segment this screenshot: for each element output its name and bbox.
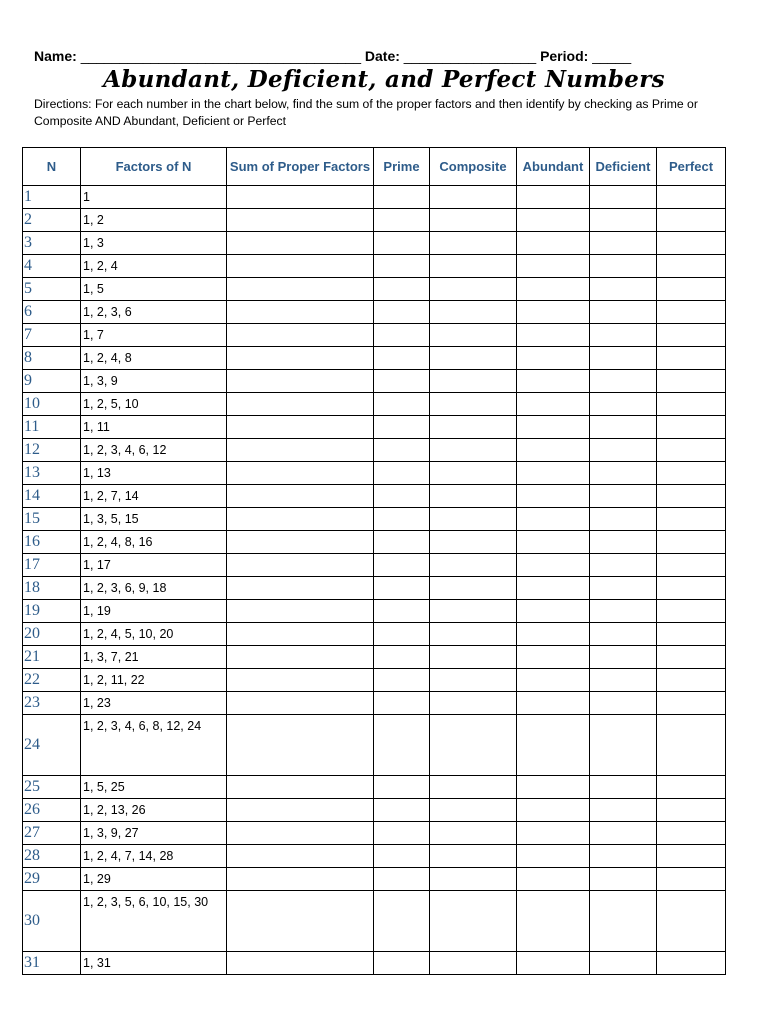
perfect-checkbox-cell[interactable] <box>657 891 726 952</box>
table-row <box>23 868 726 891</box>
deficient-checkbox-cell[interactable] <box>590 845 657 868</box>
factors-cell: 1, 2, 4 <box>81 255 227 278</box>
factors-cell: 1, 7 <box>81 324 227 347</box>
sum-cell[interactable] <box>227 462 374 485</box>
number-cell: 28 <box>23 845 81 868</box>
table-row <box>23 952 726 975</box>
prime-checkbox-cell[interactable] <box>374 891 430 952</box>
deficient-checkbox-cell[interactable] <box>590 301 657 324</box>
perfect-checkbox-cell[interactable] <box>657 822 726 845</box>
perfect-checkbox-cell[interactable] <box>657 692 726 715</box>
factors-cell: 1 <box>81 186 227 209</box>
deficient-checkbox-cell[interactable] <box>590 416 657 439</box>
deficient-checkbox-cell[interactable] <box>590 822 657 845</box>
prime-checkbox-cell[interactable] <box>374 952 430 975</box>
sum-cell[interactable] <box>227 715 374 776</box>
number-cell: 23 <box>23 692 81 715</box>
table-body <box>23 186 726 975</box>
abundant-checkbox-cell[interactable] <box>517 416 590 439</box>
number-cell: 6 <box>23 301 81 324</box>
deficient-checkbox-cell[interactable] <box>590 623 657 646</box>
table-row <box>23 531 726 554</box>
factors-cell: 1, 3, 9 <box>81 370 227 393</box>
number-cell: 17 <box>23 554 81 577</box>
perfect-checkbox-cell[interactable] <box>657 209 726 232</box>
composite-checkbox-cell[interactable] <box>430 646 517 669</box>
composite-checkbox-cell[interactable] <box>430 324 517 347</box>
table-row <box>23 577 726 600</box>
abundant-checkbox-cell[interactable] <box>517 370 590 393</box>
abundant-checkbox-cell[interactable] <box>517 799 590 822</box>
number-cell: 29 <box>23 868 81 891</box>
factors-cell: 1, 2, 3, 6 <box>81 301 227 324</box>
deficient-checkbox-cell[interactable] <box>590 232 657 255</box>
perfect-checkbox-cell[interactable] <box>657 554 726 577</box>
sum-cell[interactable] <box>227 669 374 692</box>
sum-cell[interactable] <box>227 868 374 891</box>
col-header-perfect: Perfect <box>657 148 726 186</box>
number-cell: 31 <box>23 952 81 975</box>
sum-cell[interactable] <box>227 952 374 975</box>
abundant-checkbox-cell[interactable] <box>517 186 590 209</box>
composite-checkbox-cell[interactable] <box>430 868 517 891</box>
perfect-checkbox-cell[interactable] <box>657 416 726 439</box>
sum-cell[interactable] <box>227 485 374 508</box>
composite-checkbox-cell[interactable] <box>430 776 517 799</box>
prime-checkbox-cell[interactable] <box>374 186 430 209</box>
composite-checkbox-cell[interactable] <box>430 255 517 278</box>
numbers-chart <box>22 147 726 975</box>
deficient-checkbox-cell[interactable] <box>590 891 657 952</box>
table-row <box>23 799 726 822</box>
table-row <box>23 232 726 255</box>
factors-cell: 1, 2, 3, 5, 6, 10, 15, 30 <box>81 891 227 952</box>
period-label: Period: <box>540 48 589 64</box>
col-header-abundant: Abundant <box>517 148 590 186</box>
factors-cell: 1, 5, 25 <box>81 776 227 799</box>
factors-cell: 1, 23 <box>81 692 227 715</box>
deficient-checkbox-cell[interactable] <box>590 646 657 669</box>
abundant-checkbox-cell[interactable] <box>517 845 590 868</box>
composite-checkbox-cell[interactable] <box>430 232 517 255</box>
prime-checkbox-cell[interactable] <box>374 600 430 623</box>
sum-cell[interactable] <box>227 370 374 393</box>
col-header-sum: Sum of Proper Factors <box>227 148 374 186</box>
perfect-checkbox-cell[interactable] <box>657 485 726 508</box>
factors-cell: 1, 3, 7, 21 <box>81 646 227 669</box>
composite-checkbox-cell[interactable] <box>430 186 517 209</box>
perfect-checkbox-cell[interactable] <box>657 278 726 301</box>
deficient-checkbox-cell[interactable] <box>590 439 657 462</box>
composite-checkbox-cell[interactable] <box>430 416 517 439</box>
factors-cell: 1, 2, 13, 26 <box>81 799 227 822</box>
deficient-checkbox-cell[interactable] <box>590 209 657 232</box>
abundant-checkbox-cell[interactable] <box>517 278 590 301</box>
worksheet-title: Abundant, Deficient, and Perfect Numbers <box>103 66 665 93</box>
composite-checkbox-cell[interactable] <box>430 600 517 623</box>
abundant-checkbox-cell[interactable] <box>517 952 590 975</box>
prime-checkbox-cell[interactable] <box>374 554 430 577</box>
deficient-checkbox-cell[interactable] <box>590 776 657 799</box>
abundant-checkbox-cell[interactable] <box>517 868 590 891</box>
number-cell: 26 <box>23 799 81 822</box>
factors-cell: 1, 13 <box>81 462 227 485</box>
factors-cell: 1, 2, 3, 4, 6, 12 <box>81 439 227 462</box>
sum-cell[interactable] <box>227 347 374 370</box>
perfect-checkbox-cell[interactable] <box>657 347 726 370</box>
col-header-deficient: Deficient <box>590 148 657 186</box>
abundant-checkbox-cell[interactable] <box>517 669 590 692</box>
number-cell: 22 <box>23 669 81 692</box>
perfect-checkbox-cell[interactable] <box>657 845 726 868</box>
sum-cell[interactable] <box>227 508 374 531</box>
deficient-checkbox-cell[interactable] <box>590 462 657 485</box>
number-cell: 16 <box>23 531 81 554</box>
perfect-checkbox-cell[interactable] <box>657 952 726 975</box>
composite-checkbox-cell[interactable] <box>430 669 517 692</box>
factors-cell: 1, 11 <box>81 416 227 439</box>
table-row <box>23 393 726 416</box>
composite-checkbox-cell[interactable] <box>430 462 517 485</box>
number-cell: 21 <box>23 646 81 669</box>
date-field[interactable]: _________________ <box>403 48 537 64</box>
abundant-checkbox-cell[interactable] <box>517 255 590 278</box>
deficient-checkbox-cell[interactable] <box>590 715 657 776</box>
table-row <box>23 891 726 952</box>
deficient-checkbox-cell[interactable] <box>590 508 657 531</box>
composite-checkbox-cell[interactable] <box>430 347 517 370</box>
composite-checkbox-cell[interactable] <box>430 692 517 715</box>
factors-cell: 1, 19 <box>81 600 227 623</box>
sum-cell[interactable] <box>227 278 374 301</box>
table-row <box>23 669 726 692</box>
composite-checkbox-cell[interactable] <box>430 439 517 462</box>
factors-cell: 1, 2, 3, 4, 6, 8, 12, 24 <box>81 715 227 776</box>
perfect-checkbox-cell[interactable] <box>657 393 726 416</box>
perfect-checkbox-cell[interactable] <box>657 715 726 776</box>
abundant-checkbox-cell[interactable] <box>517 554 590 577</box>
abundant-checkbox-cell[interactable] <box>517 508 590 531</box>
perfect-checkbox-cell[interactable] <box>657 531 726 554</box>
number-cell: 20 <box>23 623 81 646</box>
number-cell: 7 <box>23 324 81 347</box>
number-cell: 19 <box>23 600 81 623</box>
table-row <box>23 439 726 462</box>
number-cell: 12 <box>23 439 81 462</box>
perfect-checkbox-cell[interactable] <box>657 508 726 531</box>
composite-checkbox-cell[interactable] <box>430 393 517 416</box>
sum-cell[interactable] <box>227 623 374 646</box>
factors-cell: 1, 5 <box>81 278 227 301</box>
deficient-checkbox-cell[interactable] <box>590 370 657 393</box>
prime-checkbox-cell[interactable] <box>374 776 430 799</box>
abundant-checkbox-cell[interactable] <box>517 393 590 416</box>
number-cell: 30 <box>23 891 81 952</box>
number-cell: 1 <box>23 186 81 209</box>
factors-cell: 1, 2, 4, 8 <box>81 347 227 370</box>
sum-cell[interactable] <box>227 600 374 623</box>
composite-checkbox-cell[interactable] <box>430 209 517 232</box>
deficient-checkbox-cell[interactable] <box>590 324 657 347</box>
abundant-checkbox-cell[interactable] <box>517 462 590 485</box>
composite-checkbox-cell[interactable] <box>430 822 517 845</box>
composite-checkbox-cell[interactable] <box>430 799 517 822</box>
number-cell: 4 <box>23 255 81 278</box>
name-label: Name: <box>34 48 77 64</box>
table-row <box>23 278 726 301</box>
col-header-factors: Factors of N <box>81 148 227 186</box>
factors-cell: 1, 3 <box>81 232 227 255</box>
perfect-checkbox-cell[interactable] <box>657 600 726 623</box>
composite-checkbox-cell[interactable] <box>430 278 517 301</box>
perfect-checkbox-cell[interactable] <box>657 669 726 692</box>
prime-checkbox-cell[interactable] <box>374 845 430 868</box>
sum-cell[interactable] <box>227 301 374 324</box>
prime-checkbox-cell[interactable] <box>374 508 430 531</box>
abundant-checkbox-cell[interactable] <box>517 485 590 508</box>
table-row <box>23 324 726 347</box>
abundant-checkbox-cell[interactable] <box>517 577 590 600</box>
prime-checkbox-cell[interactable] <box>374 324 430 347</box>
number-cell: 2 <box>23 209 81 232</box>
composite-checkbox-cell[interactable] <box>430 715 517 776</box>
sum-cell[interactable] <box>227 439 374 462</box>
number-cell: 15 <box>23 508 81 531</box>
perfect-checkbox-cell[interactable] <box>657 799 726 822</box>
sum-cell[interactable] <box>227 255 374 278</box>
perfect-checkbox-cell[interactable] <box>657 439 726 462</box>
composite-checkbox-cell[interactable] <box>430 485 517 508</box>
abundant-checkbox-cell[interactable] <box>517 715 590 776</box>
abundant-checkbox-cell[interactable] <box>517 623 590 646</box>
factors-cell: 1, 3, 9, 27 <box>81 822 227 845</box>
sum-cell[interactable] <box>227 531 374 554</box>
col-header-n: N <box>23 148 81 186</box>
deficient-checkbox-cell[interactable] <box>590 669 657 692</box>
table-row <box>23 370 726 393</box>
sum-cell[interactable] <box>227 186 374 209</box>
number-cell: 11 <box>23 416 81 439</box>
deficient-checkbox-cell[interactable] <box>590 278 657 301</box>
sum-cell[interactable] <box>227 799 374 822</box>
sum-cell[interactable] <box>227 393 374 416</box>
prime-checkbox-cell[interactable] <box>374 577 430 600</box>
directions-text: Directions: For each number in the chart below, find the sum of the proper factors and then identify by checking as Prime or Composite AND Abundant, Deficient or Perfect <box>34 97 698 128</box>
perfect-checkbox-cell[interactable] <box>657 623 726 646</box>
factors-cell: 1, 2, 4, 8, 16 <box>81 531 227 554</box>
perfect-checkbox-cell[interactable] <box>657 324 726 347</box>
sum-cell[interactable] <box>227 646 374 669</box>
number-cell: 25 <box>23 776 81 799</box>
table-row <box>23 462 726 485</box>
deficient-checkbox-cell[interactable] <box>590 393 657 416</box>
composite-checkbox-cell[interactable] <box>430 891 517 952</box>
factors-cell: 1, 2, 3, 6, 9, 18 <box>81 577 227 600</box>
prime-checkbox-cell[interactable] <box>374 416 430 439</box>
prime-checkbox-cell[interactable] <box>374 822 430 845</box>
number-cell: 13 <box>23 462 81 485</box>
composite-checkbox-cell[interactable] <box>430 508 517 531</box>
prime-checkbox-cell[interactable] <box>374 485 430 508</box>
table-row <box>23 845 726 868</box>
student-info-line <box>34 48 734 64</box>
prime-checkbox-cell[interactable] <box>374 255 430 278</box>
prime-checkbox-cell[interactable] <box>374 301 430 324</box>
prime-checkbox-cell[interactable] <box>374 232 430 255</box>
abundant-checkbox-cell[interactable] <box>517 600 590 623</box>
perfect-checkbox-cell[interactable] <box>657 255 726 278</box>
name-field[interactable]: ____________________________________ <box>80 48 361 64</box>
perfect-checkbox-cell[interactable] <box>657 646 726 669</box>
table-row <box>23 776 726 799</box>
table-row <box>23 347 726 370</box>
abundant-checkbox-cell[interactable] <box>517 646 590 669</box>
number-cell: 5 <box>23 278 81 301</box>
abundant-checkbox-cell[interactable] <box>517 692 590 715</box>
prime-checkbox-cell[interactable] <box>374 462 430 485</box>
prime-checkbox-cell[interactable] <box>374 393 430 416</box>
perfect-checkbox-cell[interactable] <box>657 186 726 209</box>
table-row <box>23 301 726 324</box>
composite-checkbox-cell[interactable] <box>430 531 517 554</box>
number-cell: 10 <box>23 393 81 416</box>
perfect-checkbox-cell[interactable] <box>657 462 726 485</box>
factors-cell: 1, 3, 5, 15 <box>81 508 227 531</box>
deficient-checkbox-cell[interactable] <box>590 485 657 508</box>
sum-cell[interactable] <box>227 232 374 255</box>
prime-checkbox-cell[interactable] <box>374 278 430 301</box>
deficient-checkbox-cell[interactable] <box>590 692 657 715</box>
abundant-checkbox-cell[interactable] <box>517 891 590 952</box>
perfect-checkbox-cell[interactable] <box>657 868 726 891</box>
sum-cell[interactable] <box>227 554 374 577</box>
col-header-composite: Composite <box>430 148 517 186</box>
factors-cell: 1, 31 <box>81 952 227 975</box>
prime-checkbox-cell[interactable] <box>374 715 430 776</box>
prime-checkbox-cell[interactable] <box>374 347 430 370</box>
sum-cell[interactable] <box>227 324 374 347</box>
deficient-checkbox-cell[interactable] <box>590 347 657 370</box>
abundant-checkbox-cell[interactable] <box>517 301 590 324</box>
factors-cell: 1, 2, 4, 5, 10, 20 <box>81 623 227 646</box>
perfect-checkbox-cell[interactable] <box>657 232 726 255</box>
sum-cell[interactable] <box>227 891 374 952</box>
prime-checkbox-cell[interactable] <box>374 370 430 393</box>
deficient-checkbox-cell[interactable] <box>590 554 657 577</box>
composite-checkbox-cell[interactable] <box>430 370 517 393</box>
date-label: Date: <box>364 48 400 64</box>
factors-cell: 1, 2, 4, 7, 14, 28 <box>81 845 227 868</box>
table-row <box>23 508 726 531</box>
factors-cell: 1, 29 <box>81 868 227 891</box>
table-row <box>23 255 726 278</box>
deficient-checkbox-cell[interactable] <box>590 255 657 278</box>
sum-cell[interactable] <box>227 692 374 715</box>
perfect-checkbox-cell[interactable] <box>657 370 726 393</box>
table-row <box>23 623 726 646</box>
composite-checkbox-cell[interactable] <box>430 301 517 324</box>
prime-checkbox-cell[interactable] <box>374 692 430 715</box>
factors-cell: 1, 2, 11, 22 <box>81 669 227 692</box>
number-cell: 3 <box>23 232 81 255</box>
factors-cell: 1, 17 <box>81 554 227 577</box>
abundant-checkbox-cell[interactable] <box>517 776 590 799</box>
prime-checkbox-cell[interactable] <box>374 623 430 646</box>
abundant-checkbox-cell[interactable] <box>517 439 590 462</box>
number-cell: 14 <box>23 485 81 508</box>
deficient-checkbox-cell[interactable] <box>590 868 657 891</box>
deficient-checkbox-cell[interactable] <box>590 600 657 623</box>
prime-checkbox-cell[interactable] <box>374 209 430 232</box>
deficient-checkbox-cell[interactable] <box>590 952 657 975</box>
composite-checkbox-cell[interactable] <box>430 952 517 975</box>
table-row <box>23 822 726 845</box>
factors-cell: 1, 2, 7, 14 <box>81 485 227 508</box>
sum-cell[interactable] <box>227 209 374 232</box>
table-row <box>23 600 726 623</box>
deficient-checkbox-cell[interactable] <box>590 531 657 554</box>
prime-checkbox-cell[interactable] <box>374 646 430 669</box>
table-header-row <box>23 148 726 186</box>
sum-cell[interactable] <box>227 845 374 868</box>
prime-checkbox-cell[interactable] <box>374 531 430 554</box>
factors-cell: 1, 2, 5, 10 <box>81 393 227 416</box>
number-cell: 8 <box>23 347 81 370</box>
sum-cell[interactable] <box>227 577 374 600</box>
perfect-checkbox-cell[interactable] <box>657 776 726 799</box>
deficient-checkbox-cell[interactable] <box>590 186 657 209</box>
composite-checkbox-cell[interactable] <box>430 577 517 600</box>
number-cell: 18 <box>23 577 81 600</box>
abundant-checkbox-cell[interactable] <box>517 531 590 554</box>
deficient-checkbox-cell[interactable] <box>590 799 657 822</box>
table-row <box>23 416 726 439</box>
deficient-checkbox-cell[interactable] <box>590 577 657 600</box>
composite-checkbox-cell[interactable] <box>430 623 517 646</box>
prime-checkbox-cell[interactable] <box>374 669 430 692</box>
composite-checkbox-cell[interactable] <box>430 845 517 868</box>
period-field[interactable]: _____ <box>592 48 632 64</box>
number-cell: 24 <box>23 715 81 776</box>
table-row <box>23 554 726 577</box>
table-row <box>23 186 726 209</box>
sum-cell[interactable] <box>227 416 374 439</box>
sum-cell[interactable] <box>227 822 374 845</box>
prime-checkbox-cell[interactable] <box>374 439 430 462</box>
factors-cell: 1, 2 <box>81 209 227 232</box>
table-row <box>23 715 726 776</box>
prime-checkbox-cell[interactable] <box>374 799 430 822</box>
abundant-checkbox-cell[interactable] <box>517 209 590 232</box>
table-row <box>23 209 726 232</box>
sum-cell[interactable] <box>227 776 374 799</box>
composite-checkbox-cell[interactable] <box>430 554 517 577</box>
number-cell: 9 <box>23 370 81 393</box>
table-row <box>23 485 726 508</box>
prime-checkbox-cell[interactable] <box>374 868 430 891</box>
abundant-checkbox-cell[interactable] <box>517 232 590 255</box>
abundant-checkbox-cell[interactable] <box>517 347 590 370</box>
table-row <box>23 646 726 669</box>
col-header-prime: Prime <box>374 148 430 186</box>
abundant-checkbox-cell[interactable] <box>517 324 590 347</box>
number-cell: 27 <box>23 822 81 845</box>
abundant-checkbox-cell[interactable] <box>517 822 590 845</box>
perfect-checkbox-cell[interactable] <box>657 577 726 600</box>
table-row <box>23 692 726 715</box>
perfect-checkbox-cell[interactable] <box>657 301 726 324</box>
